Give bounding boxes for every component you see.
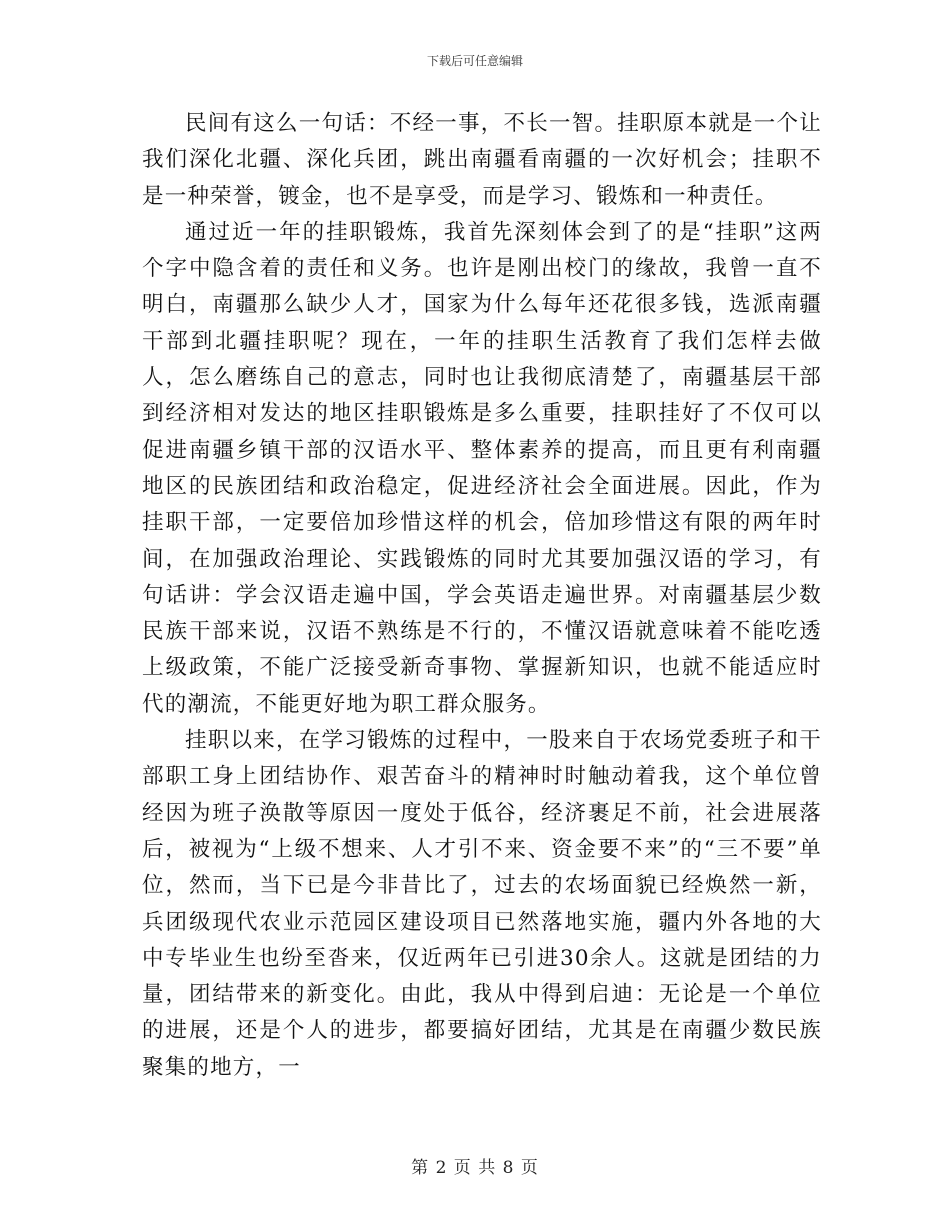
paragraph-1: 民间有这么一句话：不经一事，不长一智。挂职原本就是一个让我们深化北疆、深化兵团，跳出南疆看南疆的一次好机会；挂职不是一种荣誉，镀金，也不是享受，而是学习、锻炼和一种责任。 xyxy=(142,111,822,209)
page-header: 下载后可任意编辑 xyxy=(426,54,523,68)
paragraph-3: 挂职以来，在学习锻炼的过程中，一股来自于农场党委班子和干部职工身上团结协作、艰苦奋斗的精神时时触动着我，这个单位曾经因为班子涣散等原因一度处于低谷，经济裹足不前，社会进展落后，被视为“上级不想来、人才引不来、资金要不来”的“三不要”单位，然而，当下已是今非昔比了，过去的农场面貌已经焕然一新，兵团级现代农业示范园区建设项目已然落地实施，疆内外各地的大中专毕业生也纷至沓来，仅近两年已引进30余人。这就是团结的力量，团结带来的新变化。由此，我从中得到启迪：无论是一个单位的进展，还是个人的进步，都要搞好团结，尤其是在南疆少数民族聚集的地方，一 xyxy=(142,728,822,1080)
document-body xyxy=(142,106,822,1086)
page-number-footer: 第 2 页 共 8 页 xyxy=(411,1158,539,1178)
paragraph-2: 通过近一年的挂职锻炼，我首先深刻体会到了的是“挂职”这两个字中隐含着的责任和义务。也许是刚出校门的缘故，我曾一直不明白，南疆那么缺少人才，国家为什么每年还花很多钱，选派南疆干部到北疆挂职呢？现在，一年的挂职生活教育了我们怎样去做人，怎么磨练自己的意志，同时也让我彻底清楚了，南疆基层干部到经济相对发达的地区挂职锻炼是多么重要，挂职挂好了不仅可以促进南疆乡镇干部的汉语水平、整体素养的提高，而且更有利南疆地区的民族团结和政治稳定，促进经济社会全面进展。因此，作为挂职干部，一定要倍加珍惜这样的机会，倍加珍惜这有限的两年时间，在加强政治理论、实践锻炼的同时尤其要加强汉语的学习，有句话讲：学会汉语走遍中国，学会英语走遍世界。对南疆基层少数民族干部来说，汉语不熟练是不行的，不懂汉语就意味着不能吃透上级政策，不能广泛接受新奇事物、掌握新知识，也就不能适应时代的潮流，不能更好地为职工群众服务。 xyxy=(142,219,822,717)
